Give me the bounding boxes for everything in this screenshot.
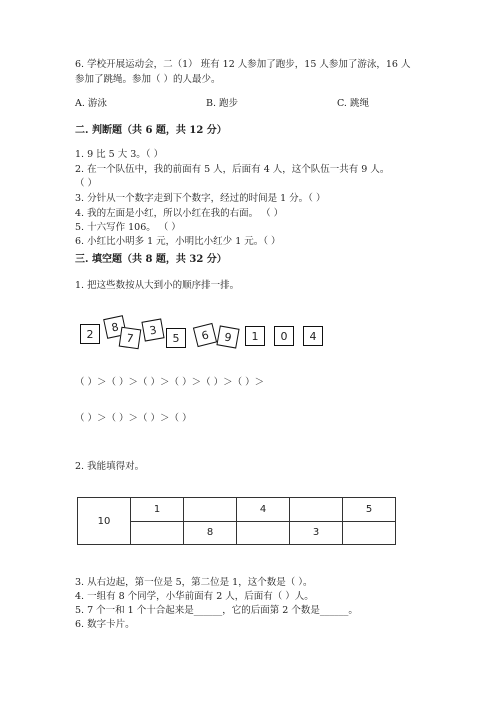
judge-q2-answer: （ ） bbox=[75, 178, 98, 189]
fill-q1: 1. 把这些数按从大到小的顺序排一排。 bbox=[75, 280, 240, 291]
judge-q5: 5. 十六写作 106。 （ ） bbox=[75, 222, 181, 233]
number-card: 0 bbox=[274, 326, 294, 346]
section-3-title: 三. 填空题（共 8 题，共 32 分） bbox=[75, 254, 227, 265]
judge-q1: 1. 9 比 5 大 3。（ ） bbox=[75, 149, 164, 160]
table-cell[interactable] bbox=[131, 521, 184, 545]
option-b[interactable]: B. 跑步 bbox=[206, 98, 239, 109]
number-card: 8 bbox=[103, 315, 127, 339]
number-card: 9 bbox=[216, 325, 239, 348]
table-left-cell: 10 bbox=[78, 498, 131, 545]
fill-q5: 5. 7 个一和 1 个十合起来是______，它的后面第 2 个数是______。 bbox=[75, 605, 358, 616]
number-card: 3 bbox=[141, 318, 164, 341]
table-cell[interactable]: 8 bbox=[184, 521, 237, 545]
choice-q6-line1: 6. 学校开展运动会，二（1） 班有 12 人参加了跑步，15 人参加了游泳，16 人 bbox=[75, 59, 411, 70]
judge-q6: 6. 小红比小明多 1 元，小明比小红少 1 元。（ ） bbox=[75, 236, 281, 247]
number-card: 2 bbox=[80, 324, 100, 344]
fill-q4: 4. 一组有 8 个同学，小华前面有 2 人，后面有（ ）人。 bbox=[75, 591, 314, 602]
number-card: 5 bbox=[166, 328, 186, 348]
table-cell[interactable]: 5 bbox=[343, 498, 396, 522]
table-cell[interactable]: 3 bbox=[290, 521, 343, 545]
fill-q3: 3. 从右边起，第一位是 5，第二位是 1，这个数是（ ）。 bbox=[75, 577, 313, 588]
order-answer-row-1[interactable]: （ ）＞（ ）＞（ ）＞（ ）＞（ ）＞（ ）＞ bbox=[75, 377, 265, 388]
judge-q4: 4. 我的左面是小红，所以小红在我的右面。 （ ） bbox=[75, 208, 284, 219]
table-cell[interactable] bbox=[237, 521, 290, 545]
number-card: 1 bbox=[245, 326, 265, 346]
option-a[interactable]: A. 游泳 bbox=[75, 98, 107, 109]
choice-q6-line2: 参加了跳绳。参加（ ）的人最少。 bbox=[75, 74, 221, 85]
section-2-title: 二. 判断题（共 6 题，共 12 分） bbox=[75, 125, 227, 136]
number-card: 7 bbox=[119, 327, 142, 350]
judge-q2: 2. 在一个队伍中，我的前面有 5 人，后面有 4 人，这个队伍一共有 9 人。 bbox=[75, 164, 390, 175]
order-answer-row-2[interactable]: （ ）＞（ ）＞（ ）＞（ ） bbox=[75, 413, 192, 424]
number-card: 6 bbox=[193, 323, 217, 347]
number-card: 4 bbox=[303, 326, 323, 346]
table-cell[interactable] bbox=[184, 498, 237, 522]
option-c[interactable]: C. 跳绳 bbox=[337, 98, 369, 109]
table-cell[interactable] bbox=[290, 498, 343, 522]
fill-q6: 6. 数字卡片。 bbox=[75, 619, 135, 630]
fill-q2: 2. 我能填得对。 bbox=[75, 461, 145, 472]
number-table bbox=[77, 497, 396, 545]
table-cell[interactable]: 1 bbox=[131, 498, 184, 522]
table-cell[interactable]: 4 bbox=[237, 498, 290, 522]
table-cell[interactable] bbox=[343, 521, 396, 545]
judge-q3: 3. 分针从一个数字走到下个数字，经过的时间是 1 分。（ ） bbox=[75, 193, 326, 204]
